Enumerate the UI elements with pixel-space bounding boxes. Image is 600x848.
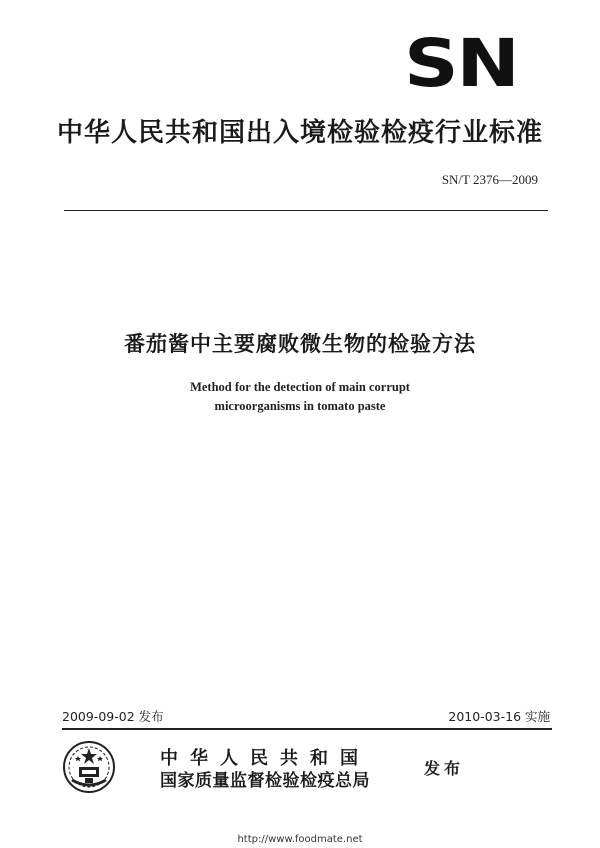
publisher-country: 中华人民共和国	[160, 748, 370, 769]
standard-number: SN/T 2376—2009	[441, 172, 538, 187]
sn-logo: SN	[404, 25, 518, 102]
implementation-date: 2010-03-16 实施	[448, 709, 550, 724]
publisher-agency: 国家质量监督检验检疫总局	[160, 771, 370, 791]
issue-date: 2009-09-02 发布	[62, 709, 164, 724]
national-emblem-icon	[62, 740, 116, 794]
document-title-en-line1: Method for the detection of main corrupt	[190, 380, 410, 394]
header-divider	[64, 210, 548, 211]
document-title-en-line2: microorganisms in tomato paste	[214, 399, 386, 413]
publisher-verb: 发布	[424, 759, 465, 778]
footer-divider	[62, 728, 552, 730]
footer-url: http://www.foodmate.net	[237, 834, 363, 845]
document-title-cn: 番茄酱中主要腐败微生物的检验方法	[124, 332, 476, 356]
org-title: 中华人民共和国出入境检验检疫行业标准	[56, 118, 543, 148]
